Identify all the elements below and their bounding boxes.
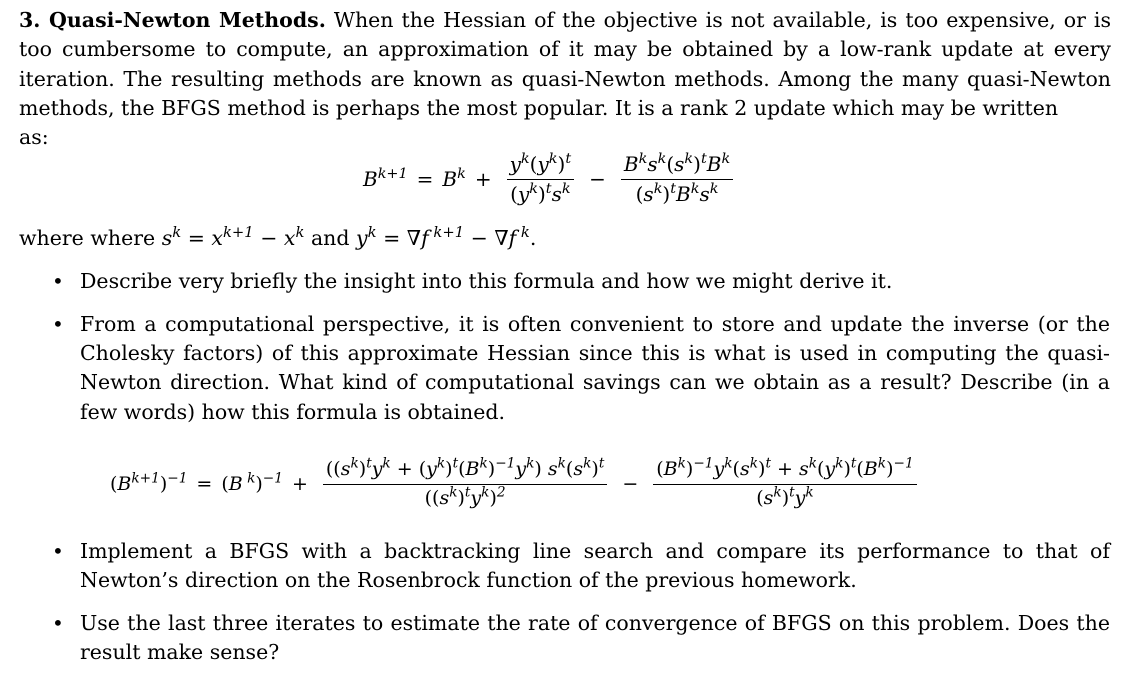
inverse-update-formula: $(B^{k+1})^{-1}$ = (B $^k$)$^{-1}$ + $\frac{((s^k)^ty^k + (y^k)^t(B^k)^{-1}y^k) s^k(s^k)^t}{((s^k)^ty^k)^2}$ − $\frac{(B^k)^{-1}y^k(s^k)^t + s^k(y^k)^t(B^k)^{-1}}{(s^k)^ty^k}$	[110, 444, 923, 524]
list-item	[52, 537, 1110, 595]
intro-last-line: as:	[19, 125, 49, 150]
bfgs-update-formula: $B^{k+1}$ = $B^k$ + $\frac{y^k(y^k)^t}{(y^k)^ts^k}$ − $\frac{B^ks^k(s^k)^tB^k}{(s^k)^tB^ks^k}$	[363, 144, 739, 214]
list-item	[52, 609, 1110, 667]
intro-paragraph	[19, 6, 1111, 152]
bullet-text: From a computational perspective, it is often convenient to store and update the inverse (or the Cholesky factors) of this approximate Hessian since this is what is used in computing the quasi-Newton direction. What kind of computational savings can we obtain as a result? Describe (in a few words) how this formula is obtained.	[80, 312, 1110, 424]
bullet-dot: •	[52, 312, 64, 336]
intro-text: When the Hessian of the objective is not available, is too expensive, or is too cumbersome to compute, an approximation of it may be obtained by a low-rank update at every iteration. The resulting methods are known as quasi-Newton methods. Among the many quasi-Newton methods, the BFGS method is perhaps the most popular. It is a rank 2 update which may be written	[19, 8, 1112, 120]
bullet-dot: •	[52, 611, 64, 635]
list-item	[52, 267, 1110, 296]
bullet-dot: •	[52, 539, 64, 563]
bullet-text: Use the last three iterates to estimate the rate of convergence of BFGS on this problem. Does the result make sense?	[80, 611, 1110, 665]
bullet-text: Describe very briefly the insight into this formula and how we might derive it.	[80, 269, 893, 293]
problem-heading: 3. Quasi-Newton Methods.	[19, 8, 326, 32]
bullet-text: Implement a BFGS with a backtracking line search and compare its performance to that of Newton’s direction on the Rosenbrock function of the previous homework.	[80, 539, 1110, 593]
where-definition: where where $s^k = x^{k+1} - x^k$ and $y^k = \nabla f$ $^{k+1}$ − ∇f $^k$.	[19, 223, 537, 250]
bullet-dot: •	[52, 269, 64, 293]
where-and: and	[310, 226, 350, 250]
list-item	[52, 310, 1110, 427]
where-text: where where	[19, 226, 156, 250]
